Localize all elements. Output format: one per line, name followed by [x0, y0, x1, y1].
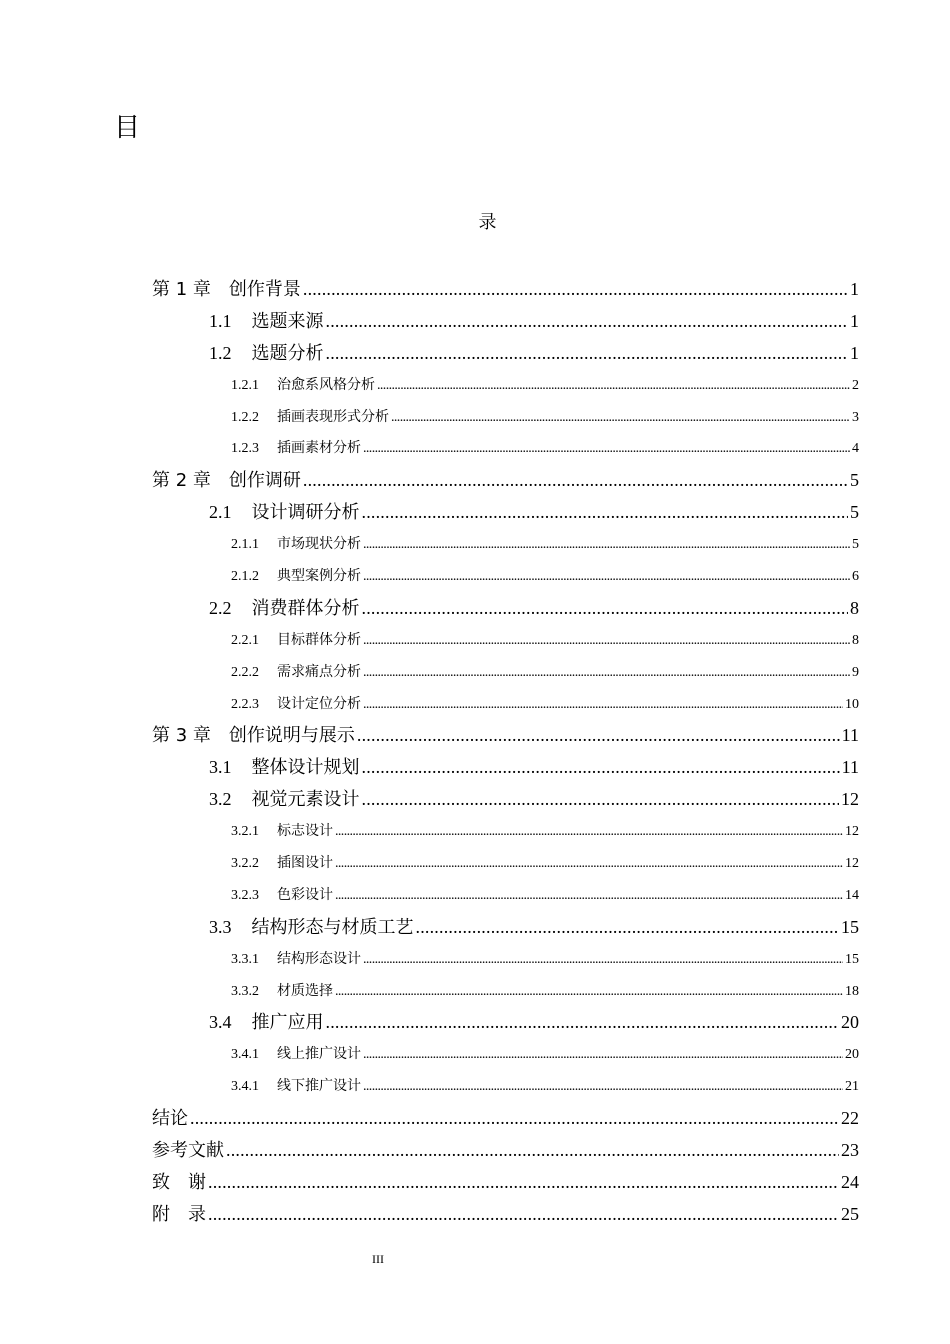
dot-leader	[362, 757, 840, 778]
toc-entry-title: 选题分析	[251, 342, 324, 364]
toc-entry-number: 2.2.3	[231, 696, 259, 712]
toc-entry-page: 1	[850, 310, 859, 331]
toc-entry-title: 选题来源	[251, 310, 324, 332]
toc-entry-page: 18	[845, 983, 859, 999]
dot-leader	[362, 502, 849, 523]
toc-entry-number: 3.2	[209, 789, 232, 810]
toc-entry-number: 2.1.1	[231, 537, 259, 553]
toc-entry-number: 3.3.1	[231, 951, 259, 967]
toc-entry[interactable]	[152, 1069, 859, 1101]
toc-entry[interactable]	[152, 1101, 859, 1133]
toc-entry-number: 3.2.3	[231, 887, 259, 903]
toc-entry-title: 插图设计	[277, 855, 333, 872]
toc-entry-title: 第 1 章 创作背景	[152, 279, 301, 300]
toc-entry[interactable]	[152, 400, 859, 432]
toc-entry-number: 3.4.1	[231, 1079, 259, 1095]
dot-leader	[363, 633, 850, 649]
toc-entry-page: 12	[845, 824, 859, 840]
dot-leader	[208, 1172, 839, 1193]
toc-entry-title: 标志设计	[277, 823, 333, 840]
dot-leader	[335, 984, 843, 1000]
toc-entry-page: 12	[845, 856, 859, 872]
toc-entry[interactable]	[152, 814, 859, 846]
toc-entry-page: 1	[850, 279, 859, 299]
toc-entry-page: 4	[852, 441, 859, 457]
dot-leader	[363, 1047, 843, 1063]
dot-leader	[208, 1204, 839, 1225]
toc-entry-title: 第 2 章 创作调研	[152, 470, 301, 492]
toc-title-right: 录	[478, 212, 497, 233]
toc-entry[interactable]	[152, 846, 859, 878]
toc-entry-page: 9	[852, 664, 859, 680]
toc-entry[interactable]	[152, 1133, 859, 1165]
toc-entry-page: 11	[841, 725, 859, 746]
dot-leader	[190, 1108, 839, 1129]
dot-leader	[362, 789, 840, 810]
dot-leader	[303, 470, 848, 491]
page-number: III	[372, 1252, 384, 1266]
toc-entry-number: 3.2.1	[231, 824, 259, 840]
toc-entry-title: 线下推广设计	[277, 1078, 361, 1095]
toc-entry[interactable]	[152, 878, 859, 910]
toc-entry-title: 视觉元素设计	[251, 789, 360, 811]
toc-entry-page: 1	[850, 342, 859, 363]
dot-leader	[363, 1079, 843, 1095]
toc-entry-title: 推广应用	[251, 1012, 324, 1034]
toc-entry[interactable]	[152, 304, 859, 336]
toc-entry[interactable]	[152, 910, 859, 942]
toc-entry-number: 1.2	[209, 342, 232, 363]
toc-entry-title: 设计调研分析	[251, 502, 360, 524]
dot-leader	[363, 697, 843, 713]
dot-leader	[391, 410, 850, 426]
toc-entry-title: 插画表现形式分析	[277, 408, 389, 425]
toc-entry-number: 3.2.2	[231, 856, 259, 872]
toc-entry-title: 结论	[152, 1108, 188, 1130]
table-of-contents	[152, 272, 859, 1229]
toc-entry-page: 14	[845, 887, 859, 903]
toc-entry-page: 25	[841, 1203, 859, 1224]
toc-entry[interactable]	[152, 1037, 859, 1069]
toc-entry-title: 市场现状分析	[277, 536, 361, 553]
toc-entry[interactable]	[152, 495, 859, 527]
toc-entry-number: 3.4	[209, 1012, 232, 1033]
dot-leader	[362, 598, 849, 619]
toc-entry-page: 22	[841, 1108, 859, 1129]
toc-entry[interactable]	[152, 1165, 859, 1197]
toc-entry-title: 目标群体分析	[277, 631, 361, 648]
toc-entry[interactable]	[152, 655, 859, 687]
toc-entry-title: 需求痛点分析	[277, 663, 361, 680]
toc-entry-page: 24	[841, 1171, 859, 1192]
toc-entry-number: 3.3	[209, 916, 232, 937]
toc-entry-page: 21	[845, 1079, 859, 1095]
toc-entry-title: 结构形态设计	[277, 950, 361, 967]
toc-entry-title: 参考文献	[152, 1140, 224, 1162]
toc-entry[interactable]	[152, 718, 859, 750]
dot-leader	[357, 725, 840, 746]
toc-entry-page: 20	[845, 1047, 859, 1063]
toc-entry[interactable]	[152, 1197, 859, 1229]
toc-entry-page: 15	[841, 916, 859, 937]
toc-entry-number: 1.1	[209, 310, 232, 331]
toc-entry[interactable]	[152, 272, 859, 304]
toc-entry-title: 消费群体分析	[251, 597, 360, 619]
toc-entry[interactable]	[152, 750, 859, 782]
dot-leader	[363, 569, 850, 585]
dot-leader	[326, 343, 849, 364]
toc-entry[interactable]	[152, 687, 859, 719]
toc-entry-page: 8	[850, 597, 859, 618]
toc-entry-title: 设计定位分析	[277, 695, 361, 712]
toc-entry-page: 20	[841, 1012, 859, 1033]
toc-entry-page: 11	[841, 757, 859, 778]
toc-entry[interactable]	[152, 463, 859, 495]
toc-entry-title: 典型案例分析	[277, 568, 361, 585]
toc-entry-title: 色彩设计	[277, 886, 333, 903]
toc-title-left: 目	[114, 113, 141, 143]
toc-entry-number: 3.3.2	[231, 983, 259, 999]
toc-entry-page: 5	[852, 537, 859, 553]
toc-entry-title: 插画素材分析	[277, 440, 361, 457]
dot-leader	[363, 665, 850, 681]
toc-entry-number: 1.2.2	[231, 409, 259, 425]
dot-leader	[363, 537, 850, 553]
toc-entry-number: 3.4.1	[231, 1047, 259, 1063]
toc-entry-title: 第 3 章 创作说明与展示	[152, 725, 355, 747]
toc-entry[interactable]	[152, 591, 859, 623]
toc-entry-page: 6	[852, 569, 859, 585]
toc-entry-page: 23	[841, 1140, 859, 1161]
dot-leader	[226, 1140, 839, 1161]
toc-entry[interactable]	[152, 559, 859, 591]
toc-entry[interactable]	[152, 431, 859, 463]
dot-leader	[326, 311, 849, 332]
toc-entry-number: 2.2	[209, 597, 232, 618]
toc-entry-number: 2.2.2	[231, 664, 259, 680]
dot-leader	[326, 1012, 840, 1033]
toc-entry[interactable]	[152, 336, 859, 368]
toc-entry-title: 结构形态与材质工艺	[251, 916, 414, 938]
toc-entry-number: 1.2.1	[231, 377, 259, 393]
dot-leader	[377, 378, 850, 394]
toc-entry-page: 10	[845, 696, 859, 712]
dot-leader	[363, 952, 843, 968]
dot-leader	[363, 441, 850, 457]
dot-leader	[416, 917, 840, 938]
toc-entry[interactable]	[152, 782, 859, 814]
toc-entry-title: 致 谢	[152, 1171, 206, 1193]
toc-entry[interactable]	[152, 368, 859, 400]
toc-entry[interactable]	[152, 1005, 859, 1037]
toc-entry-page: 8	[852, 632, 859, 648]
toc-entry[interactable]	[152, 942, 859, 974]
dot-leader	[335, 856, 843, 872]
toc-entry-title: 线上推广设计	[277, 1046, 361, 1063]
toc-entry-number: 2.1	[209, 502, 232, 523]
toc-entry-title: 治愈系风格分析	[277, 376, 375, 393]
toc-entry-page: 3	[852, 409, 859, 425]
toc-entry-number: 2.1.2	[231, 569, 259, 585]
toc-entry[interactable]	[152, 527, 859, 559]
dot-leader	[335, 824, 843, 840]
toc-entry-number: 1.2.3	[231, 441, 259, 457]
toc-entry-number: 3.1	[209, 757, 232, 778]
toc-entry[interactable]	[152, 974, 859, 1006]
dot-leader	[335, 888, 843, 904]
toc-entry-page: 12	[841, 789, 859, 810]
toc-entry-title: 整体设计规划	[251, 757, 360, 779]
toc-entry-title: 材质选择	[277, 982, 333, 999]
dot-leader	[303, 279, 848, 300]
toc-entry-number: 2.2.1	[231, 632, 259, 648]
toc-entry-page: 2	[852, 377, 859, 393]
toc-entry-page: 15	[845, 951, 859, 967]
toc-entry-page: 5	[850, 502, 859, 523]
toc-entry-page: 5	[850, 470, 859, 491]
toc-entry[interactable]	[152, 623, 859, 655]
toc-entry-title: 附 录	[152, 1203, 206, 1225]
